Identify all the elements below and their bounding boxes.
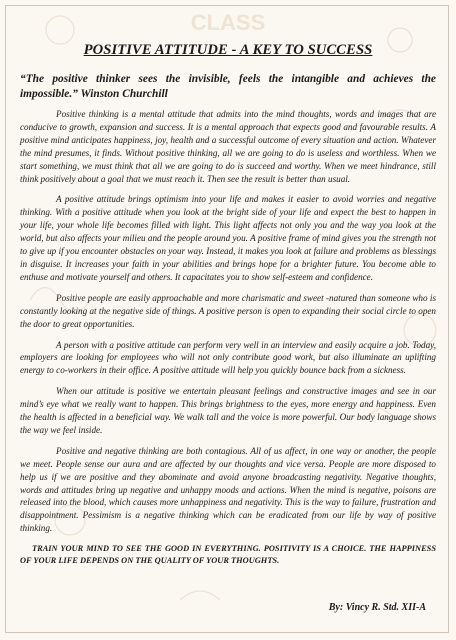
watermark-text: CLASS [190, 10, 266, 35]
article-body [20, 44, 436, 566]
opening-quote: “The positive thinker sees the invisible, feels the intangible and achieves the impossible.” Winston Churchill [20, 73, 436, 100]
paragraph: Positive people are easily approachable and more charismatic and sweet -natured than someone who is constantly looking at the negative side of things. A positive person is open to expanding their social circle to open the door to great opportunities. [20, 292, 436, 329]
paragraph: Positive and negative thinking are both contagious. All of us affect, in one way or another, the people we meet. People sense our aura and are affected by our thoughts and vice versa. People are more disposed to help us if we are positive and they abominate and avoid anyone broadcasting negativity. Negative thoughts, words and attitudes bring up negative and unhappy moods and actions. When the mind is negative, poisons are released into the blood, which causes more unhappiness and negativity. This is the way to failure, frustration and disappointment. Pessimism is a negative thinking which can be eradicated from our life by way of positive thinking. [20, 445, 436, 534]
closing-statement: TRAIN YOUR MIND TO SEE THE GOOD IN EVERYTHING. POSITIVITY IS A CHOICE. THE HAPPINESS OF YOUR LIFE DEPENDS ON THE QUALITY OF YOUR THOUGHTS. [20, 544, 436, 565]
paragraph: Positive thinking is a mental attitude that admits into the mind thoughts, words and images that are conducive to growth, expansion and success. It is a mental approach that expects good and favourable results. A positive mind anticipates happiness, joy, health and a successful outcome of every situation and action. Whatever the mind presumes, it finds. Without positive thinking, all we are going to do is useless and worthless. When we start something, we must think that all we are going to do is succeed and worthy. When we meet hindrance, still think positively about a goal that we must reach it. Then see the result is better than usual. [20, 109, 436, 184]
page-title: POSITIVE ATTITUDE - A KEY TO SUCCESS [83, 42, 373, 58]
author-byline: By: Vincy R. Std. XII-A [328, 602, 426, 613]
paragraph: When our attitude is positive we entertain pleasant feelings and constructive images and see in our mind’s eye what we really want to happen. This brings brightness to the eyes, more energy and happiness. Even the health is affected in a beneficial way. We walk tall and the voice is more powerful. Our body language shows the way we feel inside. [20, 386, 436, 435]
paragraph: A person with a positive attitude can perform very well in an interview and easily acquire a job. Today, employers are looking for employees who will not only contribute good work, but also illuminate an uplifting energy to co-workers in their office. A positive attitude will help you quickly bounce back from a sickness. [20, 339, 436, 376]
paragraph: A positive attitude brings optimism into your life and makes it easier to avoid worries and negative thinking. With a positive attitude when you look at the bright side of your life and expect the best to happen in your life, your whole life becomes filled with light. This light affects not only you and the way you look at the world, but also affects your milieu and the people around you. A positive frame of mind gives you the strength not to give up if you encounter obstacles on your way. Instead, it makes you look at failure and problems as blessings in disguise. It increases your faith in your abilities and brings hope for a brighter future. You become able to enthuse and motivate yourself and others. It capacitates you to show self-esteem and confidence. [20, 194, 436, 282]
